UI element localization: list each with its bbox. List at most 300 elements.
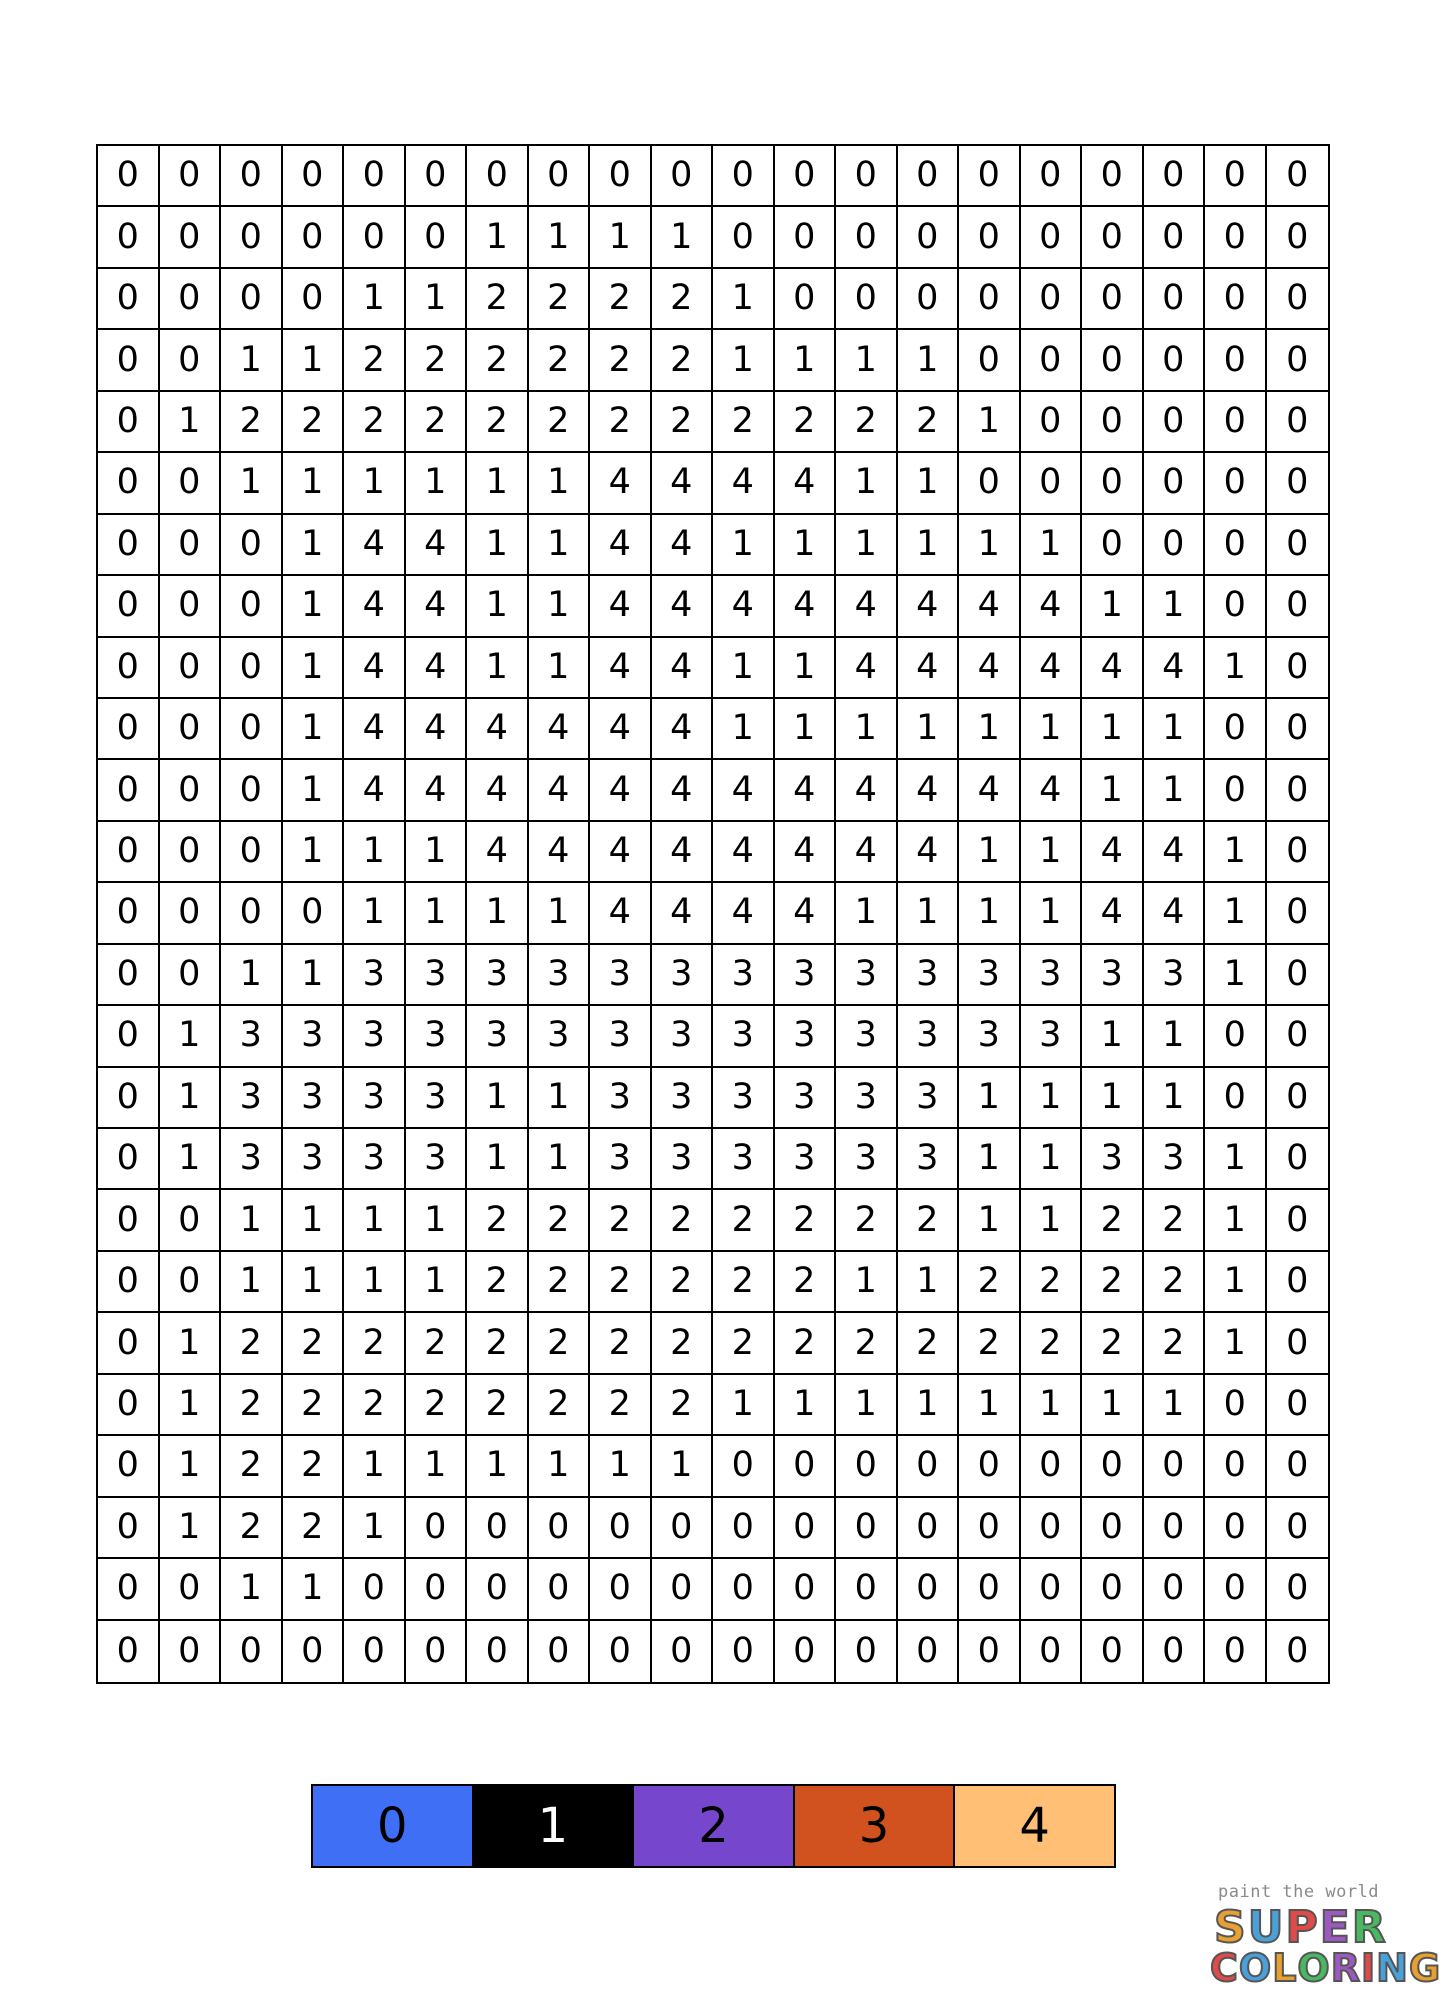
grid-cell: 4 <box>713 822 775 883</box>
grid-cell: 1 <box>836 1252 898 1313</box>
grid-cell: 0 <box>959 1621 1021 1682</box>
grid-cell: 1 <box>898 330 960 391</box>
grid-cell: 4 <box>652 453 714 514</box>
grid-cell: 3 <box>590 945 652 1006</box>
grid-cell: 1 <box>406 1190 468 1251</box>
grid-cell: 1 <box>467 453 529 514</box>
grid-cell: 4 <box>590 822 652 883</box>
grid-cell: 0 <box>467 1559 529 1620</box>
grid-cell: 1 <box>836 330 898 391</box>
grid-cell: 0 <box>98 1498 160 1559</box>
grid-cell: 1 <box>959 1068 1021 1129</box>
logo-letter: E <box>1319 1902 1352 1953</box>
grid-cell: 0 <box>1267 576 1329 637</box>
grid-cell: 0 <box>160 822 222 883</box>
grid-cell: 0 <box>160 1190 222 1251</box>
grid-cell: 3 <box>713 1006 775 1067</box>
grid-cell: 1 <box>160 1068 222 1129</box>
grid-cell: 0 <box>836 146 898 207</box>
grid-cell: 0 <box>652 1498 714 1559</box>
grid-cell: 0 <box>775 1436 837 1497</box>
grid-cell: 1 <box>221 330 283 391</box>
grid-cell: 0 <box>959 1498 1021 1559</box>
grid-cell: 2 <box>836 1190 898 1251</box>
grid-cell: 0 <box>529 1498 591 1559</box>
grid-cell: 0 <box>98 1006 160 1067</box>
grid-cell: 1 <box>775 638 837 699</box>
grid-cell: 1 <box>898 1375 960 1436</box>
logo-letter: O <box>1297 1946 1331 1990</box>
grid-cell: 4 <box>1144 883 1206 944</box>
grid-cell: 3 <box>467 1006 529 1067</box>
grid-cell: 0 <box>98 945 160 1006</box>
grid-cell: 1 <box>283 760 345 821</box>
grid-cell: 0 <box>98 515 160 576</box>
grid-cell: 2 <box>898 392 960 453</box>
grid-cell: 0 <box>1205 576 1267 637</box>
grid-cell: 0 <box>836 1436 898 1497</box>
legend-swatch: 2 <box>634 1786 795 1866</box>
grid-cell: 1 <box>344 1252 406 1313</box>
grid-cell: 2 <box>959 1252 1021 1313</box>
logo-letter: N <box>1376 1946 1409 1990</box>
grid-cell: 0 <box>1205 515 1267 576</box>
grid-cell: 4 <box>467 699 529 760</box>
grid-cell: 3 <box>283 1068 345 1129</box>
grid-cell: 0 <box>98 1129 160 1190</box>
grid-cell: 0 <box>1267 1313 1329 1374</box>
grid-cell: 4 <box>590 638 652 699</box>
grid-cell: 0 <box>1021 269 1083 330</box>
grid-cell: 0 <box>1267 822 1329 883</box>
grid-cell: 0 <box>160 1252 222 1313</box>
grid-cell: 2 <box>529 269 591 330</box>
grid-cell: 2 <box>283 1436 345 1497</box>
grid-cell: 2 <box>467 1313 529 1374</box>
grid-cell: 1 <box>898 699 960 760</box>
grid-cell: 0 <box>1267 638 1329 699</box>
grid-cell: 0 <box>98 1436 160 1497</box>
grid-cell: 3 <box>1021 945 1083 1006</box>
grid-cell: 4 <box>836 576 898 637</box>
grid-cell: 3 <box>1144 945 1206 1006</box>
grid-cell: 4 <box>713 576 775 637</box>
grid-cell: 0 <box>652 1621 714 1682</box>
grid-cell: 3 <box>406 1129 468 1190</box>
grid-cell: 0 <box>160 699 222 760</box>
grid-cell: 4 <box>836 822 898 883</box>
grid-cell: 0 <box>221 576 283 637</box>
grid-cell: 0 <box>344 207 406 268</box>
grid-cell: 4 <box>652 883 714 944</box>
grid-cell: 4 <box>836 760 898 821</box>
grid-cell: 1 <box>1144 1068 1206 1129</box>
grid-cell: 0 <box>1021 146 1083 207</box>
grid-cell: 1 <box>1082 576 1144 637</box>
grid-cell: 4 <box>775 576 837 637</box>
grid-cell: 3 <box>406 1068 468 1129</box>
grid-cell: 0 <box>221 760 283 821</box>
grid-cell: 0 <box>1144 146 1206 207</box>
grid-cell: 1 <box>344 1436 406 1497</box>
grid-cell: 0 <box>1267 1498 1329 1559</box>
grid-cell: 2 <box>1021 1252 1083 1313</box>
grid-cell: 0 <box>1205 1621 1267 1682</box>
grid-cell: 1 <box>959 1129 1021 1190</box>
grid-cell: 0 <box>1205 392 1267 453</box>
grid-cell: 0 <box>406 207 468 268</box>
grid-cell: 0 <box>1267 1006 1329 1067</box>
grid-cell: 2 <box>590 392 652 453</box>
grid-cell: 4 <box>344 638 406 699</box>
grid-cell: 1 <box>529 1068 591 1129</box>
grid-cell: 2 <box>283 392 345 453</box>
grid-cell: 3 <box>590 1068 652 1129</box>
grid-cell: 0 <box>713 1621 775 1682</box>
grid-cell: 4 <box>1144 822 1206 883</box>
grid-cell: 0 <box>283 207 345 268</box>
grid-cell: 0 <box>1144 1621 1206 1682</box>
grid-cell: 0 <box>1267 392 1329 453</box>
grid-cell: 2 <box>652 269 714 330</box>
grid-cell: 0 <box>1205 207 1267 268</box>
grid-cell: 1 <box>1205 1313 1267 1374</box>
grid-cell: 1 <box>1021 1375 1083 1436</box>
grid-cell: 4 <box>467 822 529 883</box>
grid-cell: 0 <box>283 883 345 944</box>
grid-cell: 3 <box>775 1006 837 1067</box>
grid-cell: 0 <box>283 269 345 330</box>
grid-cell: 0 <box>406 146 468 207</box>
grid-cell: 1 <box>1205 822 1267 883</box>
grid-cell: 2 <box>467 330 529 391</box>
grid-cell: 0 <box>1205 1006 1267 1067</box>
grid-cell: 2 <box>775 1190 837 1251</box>
grid-cell: 4 <box>836 638 898 699</box>
grid-cell: 0 <box>1267 1559 1329 1620</box>
grid-cell: 2 <box>713 392 775 453</box>
logo-letter: O <box>1238 1946 1273 1990</box>
grid-cell: 2 <box>1144 1190 1206 1251</box>
grid-cell: 3 <box>898 1068 960 1129</box>
grid-cell: 1 <box>529 1436 591 1497</box>
grid-cell: 0 <box>221 822 283 883</box>
grid-cell: 0 <box>836 1559 898 1620</box>
grid-cell: 3 <box>713 1068 775 1129</box>
grid-cell: 4 <box>1082 883 1144 944</box>
grid-cell: 1 <box>959 699 1021 760</box>
grid-cell: 0 <box>160 1559 222 1620</box>
grid-cell: 0 <box>160 453 222 514</box>
grid-cell: 1 <box>160 1006 222 1067</box>
grid-cell: 0 <box>1082 146 1144 207</box>
grid-cell: 1 <box>467 515 529 576</box>
grid-cell: 0 <box>1267 760 1329 821</box>
grid-cell: 1 <box>898 515 960 576</box>
grid-cell: 2 <box>467 392 529 453</box>
grid-cell: 2 <box>652 1375 714 1436</box>
grid-cell: 4 <box>529 760 591 821</box>
grid-cell: 3 <box>221 1068 283 1129</box>
grid-cell: 2 <box>713 1190 775 1251</box>
grid-cell: 3 <box>836 1068 898 1129</box>
logo-tagline: paint the world <box>1218 1882 1380 1902</box>
color-legend <box>311 1784 1116 1868</box>
grid-cell: 1 <box>1144 1006 1206 1067</box>
grid-cell: 0 <box>98 760 160 821</box>
grid-cell: 2 <box>898 1313 960 1374</box>
grid-cell: 0 <box>590 146 652 207</box>
grid-cell: 0 <box>98 207 160 268</box>
grid-cell: 2 <box>529 1252 591 1313</box>
logo-letter: C <box>1210 1946 1239 1990</box>
grid-cell: 2 <box>1082 1252 1144 1313</box>
grid-cell: 1 <box>221 945 283 1006</box>
grid-cell: 1 <box>1144 699 1206 760</box>
grid-cell: 0 <box>1205 1436 1267 1497</box>
grid-cell: 0 <box>1082 515 1144 576</box>
grid-cell: 3 <box>652 945 714 1006</box>
grid-cell: 2 <box>344 1313 406 1374</box>
grid-cell: 0 <box>344 1621 406 1682</box>
grid-cell: 1 <box>1021 1068 1083 1129</box>
grid-cell: 2 <box>590 1190 652 1251</box>
grid-cell: 1 <box>344 453 406 514</box>
logo-word-coloring <box>1210 1946 1441 1990</box>
grid-cell: 2 <box>467 1375 529 1436</box>
grid-cell: 2 <box>406 1313 468 1374</box>
grid-cell: 3 <box>344 1129 406 1190</box>
grid-cell: 0 <box>713 1436 775 1497</box>
grid-cell: 4 <box>590 699 652 760</box>
grid-cell: 4 <box>1082 638 1144 699</box>
grid-cell: 0 <box>959 453 1021 514</box>
grid-cell: 1 <box>406 453 468 514</box>
grid-cell: 4 <box>344 576 406 637</box>
grid-cell: 1 <box>836 1375 898 1436</box>
grid-cell: 0 <box>98 638 160 699</box>
grid-cell: 1 <box>1205 945 1267 1006</box>
grid-cell: 1 <box>836 883 898 944</box>
grid-cell: 0 <box>406 1498 468 1559</box>
grid-cell: 0 <box>1021 207 1083 268</box>
grid-cell: 1 <box>836 699 898 760</box>
grid-cell: 0 <box>98 576 160 637</box>
grid-cell: 1 <box>898 1252 960 1313</box>
logo-letter: R <box>1330 1946 1361 1990</box>
grid-cell: 1 <box>959 822 1021 883</box>
grid-cell: 4 <box>775 883 837 944</box>
grid-cell: 0 <box>221 883 283 944</box>
grid-cell: 0 <box>283 1621 345 1682</box>
grid-cell: 2 <box>467 269 529 330</box>
grid-cell: 1 <box>529 1129 591 1190</box>
grid-cell: 4 <box>959 760 1021 821</box>
grid-cell: 0 <box>836 1498 898 1559</box>
grid-cell: 1 <box>344 269 406 330</box>
grid-cell: 4 <box>1021 760 1083 821</box>
grid-cell: 0 <box>959 269 1021 330</box>
grid-cell: 0 <box>160 576 222 637</box>
grid-cell: 1 <box>467 883 529 944</box>
grid-cell: 0 <box>1205 1068 1267 1129</box>
grid-cell: 0 <box>98 1190 160 1251</box>
grid-cell: 0 <box>1021 392 1083 453</box>
grid-cell: 1 <box>836 515 898 576</box>
grid-cell: 1 <box>283 638 345 699</box>
grid-cell: 1 <box>467 207 529 268</box>
grid-cell: 4 <box>406 699 468 760</box>
grid-cell: 0 <box>1205 760 1267 821</box>
grid-cell: 4 <box>344 699 406 760</box>
grid-cell: 0 <box>1144 1498 1206 1559</box>
grid-cell: 1 <box>467 638 529 699</box>
grid-cell: 1 <box>529 638 591 699</box>
grid-cell: 4 <box>713 760 775 821</box>
grid-cell: 1 <box>959 1375 1021 1436</box>
grid-cell: 0 <box>775 269 837 330</box>
grid-cell: 1 <box>221 1559 283 1620</box>
grid-cell: 1 <box>1144 760 1206 821</box>
grid-cell: 0 <box>221 207 283 268</box>
logo-letter: I <box>1361 1946 1377 1990</box>
grid-cell: 1 <box>529 576 591 637</box>
grid-cell: 2 <box>283 1375 345 1436</box>
grid-cell: 1 <box>283 1559 345 1620</box>
grid-cell: 0 <box>1205 699 1267 760</box>
grid-cell: 0 <box>1267 1252 1329 1313</box>
grid-cell: 0 <box>898 269 960 330</box>
grid-cell: 2 <box>467 1190 529 1251</box>
grid-cell: 3 <box>344 1006 406 1067</box>
grid-cell: 0 <box>1144 207 1206 268</box>
grid-cell: 0 <box>283 146 345 207</box>
grid-cell: 0 <box>713 207 775 268</box>
grid-cell: 0 <box>160 760 222 821</box>
grid-cell: 1 <box>590 1436 652 1497</box>
grid-cell: 0 <box>1021 453 1083 514</box>
grid-cell: 0 <box>1021 1498 1083 1559</box>
grid-cell: 0 <box>1267 207 1329 268</box>
grid-cell: 0 <box>98 822 160 883</box>
grid-cell: 0 <box>529 1559 591 1620</box>
grid-cell: 2 <box>898 1190 960 1251</box>
grid-cell: 0 <box>959 207 1021 268</box>
grid-cell: 2 <box>529 1313 591 1374</box>
grid-cell: 0 <box>898 1559 960 1620</box>
grid-cell: 0 <box>652 146 714 207</box>
grid-cell: 2 <box>652 330 714 391</box>
grid-cell: 1 <box>1021 1190 1083 1251</box>
grid-cell: 2 <box>590 1313 652 1374</box>
grid-cell: 4 <box>529 822 591 883</box>
grid-cell: 4 <box>713 453 775 514</box>
grid-cell: 0 <box>775 1621 837 1682</box>
grid-cell: 0 <box>959 330 1021 391</box>
grid-cell: 3 <box>836 1129 898 1190</box>
grid-cell: 2 <box>529 330 591 391</box>
grid-cell: 1 <box>283 453 345 514</box>
grid-cell: 2 <box>406 330 468 391</box>
grid-cell: 2 <box>529 392 591 453</box>
grid-cell: 0 <box>898 1498 960 1559</box>
grid-cell: 2 <box>1082 1190 1144 1251</box>
grid-cell: 0 <box>1267 330 1329 391</box>
grid-cell: 0 <box>1205 1498 1267 1559</box>
grid-cell: 1 <box>959 515 1021 576</box>
grid-cell: 2 <box>959 1313 1021 1374</box>
grid-cell: 2 <box>775 1313 837 1374</box>
grid-cell: 0 <box>529 146 591 207</box>
logo-letter: S <box>1214 1902 1248 1953</box>
grid-cell: 0 <box>1082 269 1144 330</box>
grid-cell: 0 <box>1205 330 1267 391</box>
grid-cell: 4 <box>406 515 468 576</box>
grid-cell: 0 <box>1144 330 1206 391</box>
grid-cell: 1 <box>1021 515 1083 576</box>
grid-cell: 3 <box>652 1129 714 1190</box>
grid-cell: 1 <box>344 1498 406 1559</box>
grid-cell: 4 <box>1082 822 1144 883</box>
grid-cell: 1 <box>221 453 283 514</box>
grid-cell: 0 <box>221 146 283 207</box>
grid-cell: 0 <box>898 207 960 268</box>
grid-cell: 3 <box>959 945 1021 1006</box>
grid-cell: 1 <box>221 1190 283 1251</box>
grid-cell: 3 <box>1021 1006 1083 1067</box>
grid-cell: 0 <box>1144 1559 1206 1620</box>
grid-cell: 1 <box>283 699 345 760</box>
grid-cell: 4 <box>898 638 960 699</box>
grid-cell: 1 <box>652 207 714 268</box>
grid-cell: 3 <box>713 1129 775 1190</box>
grid-cell: 0 <box>160 945 222 1006</box>
grid-cell: 4 <box>652 760 714 821</box>
grid-cell: 1 <box>283 1190 345 1251</box>
grid-cell: 0 <box>98 146 160 207</box>
grid-cell: 0 <box>775 146 837 207</box>
grid-cell: 0 <box>1082 1621 1144 1682</box>
logo-letter: P <box>1285 1902 1320 1953</box>
grid-cell: 4 <box>1021 576 1083 637</box>
grid-cell: 1 <box>1082 1006 1144 1067</box>
grid-cell: 3 <box>283 1006 345 1067</box>
grid-cell: 0 <box>1267 883 1329 944</box>
grid-cell: 1 <box>283 576 345 637</box>
grid-cell: 1 <box>959 392 1021 453</box>
grid-cell: 3 <box>775 1129 837 1190</box>
grid-cell: 1 <box>529 515 591 576</box>
grid-cell: 2 <box>652 1190 714 1251</box>
grid-cell: 0 <box>98 1375 160 1436</box>
grid-cell: 2 <box>406 1375 468 1436</box>
grid-cell: 3 <box>344 945 406 1006</box>
grid-cell: 0 <box>98 1621 160 1682</box>
grid-cell: 3 <box>775 1068 837 1129</box>
grid-cell: 1 <box>898 453 960 514</box>
logo-letter: G <box>1408 1946 1441 1990</box>
grid-cell: 0 <box>836 1621 898 1682</box>
grid-cell: 1 <box>283 1252 345 1313</box>
grid-cell: 0 <box>160 146 222 207</box>
grid-cell: 2 <box>221 1436 283 1497</box>
grid-cell: 0 <box>1082 453 1144 514</box>
grid-cell: 1 <box>1082 1375 1144 1436</box>
grid-cell: 1 <box>160 1129 222 1190</box>
grid-cell: 1 <box>590 207 652 268</box>
grid-cell: 4 <box>1021 638 1083 699</box>
grid-cell: 4 <box>898 822 960 883</box>
